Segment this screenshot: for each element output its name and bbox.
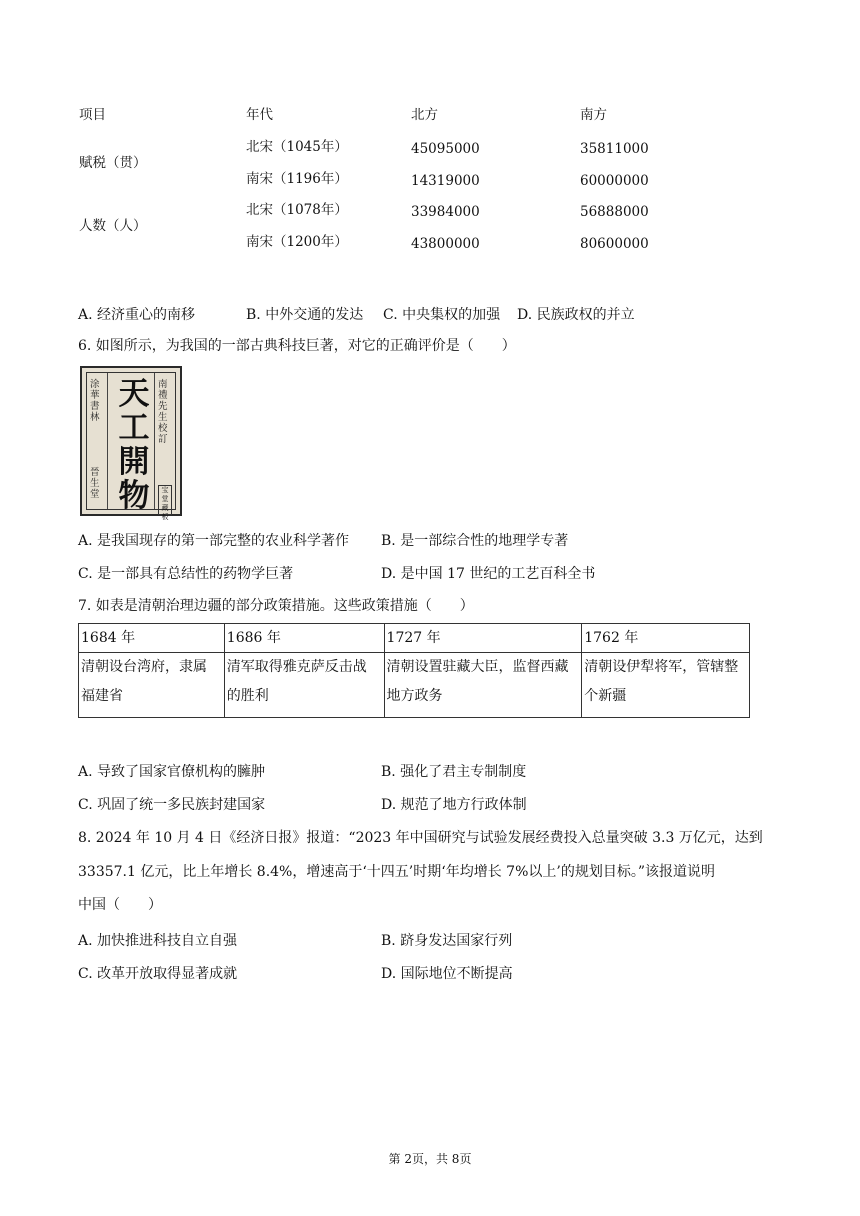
book-cover-image [80, 366, 182, 521]
q7-option-c: C. 巩固了统一多民族封建国家 [78, 797, 266, 813]
table-row-north: 43800000 [411, 236, 480, 252]
table-row-south: 80600000 [580, 236, 649, 252]
q7-option-a: A. 导致了国家官僚机构的臃肿 [78, 764, 266, 780]
q7-stem: 7. 如表是清朝治理边疆的部分政策措施。这些政策措施（ ） [78, 598, 474, 614]
q8-option-d: D. 国际地位不断提高 [381, 966, 513, 982]
q5-option-a: A. 经济重心的南移 [78, 307, 196, 323]
book-left-text-top: 涂華書林 [90, 379, 100, 423]
table-row-north: 14319000 [411, 173, 480, 189]
table-row-era: 北宋（1078年） [246, 202, 348, 218]
q7-option-b: B. 强化了君主专制制度 [381, 764, 527, 780]
q8-stem-line-2: 33357.1 亿元，比上年增长 8.4%，增速高于‘十四五’时期‘年均增长 7%以上’的规划目标。”该报道说明 [78, 864, 715, 880]
table-row-north: 33984000 [411, 204, 480, 220]
tax-header-south: 南方 [580, 107, 607, 123]
policy-table [78, 623, 750, 718]
q8-option-c: C. 改革开放取得显著成就 [78, 966, 238, 982]
q6-option-a: A. 是我国现存的第一部完整的农业科学著作 [78, 533, 350, 549]
q6-option-c: C. 是一部具有总结性的药物学巨著 [78, 566, 294, 582]
q6-option-d: D. 是中国 17 世纪的工艺百科全书 [381, 566, 596, 582]
table-row-era: 南宋（1196年） [246, 171, 348, 187]
policy-year: 1762 年 [582, 624, 750, 653]
policy-event: 清朝设伊犁将军，管辖整 个新疆 [582, 653, 750, 718]
population-group-label: 人数（人） [79, 218, 147, 234]
table-row-south: 35811000 [580, 141, 649, 157]
table-row-era: 北宋（1045年） [246, 139, 348, 155]
table-row-era: 南宋（1200年） [246, 234, 348, 250]
tax-group-label: 赋税（贯） [79, 155, 147, 171]
book-title: 天工開物 [118, 376, 150, 514]
q8-stem-line-3: 中国（ ） [78, 897, 162, 913]
policy-event: 清朝设置驻藏大臣，监督西藏 地方政务 [384, 653, 582, 718]
book-left-text-bottom: 晉生堂 [90, 467, 100, 500]
policy-year: 1727 年 [384, 624, 582, 653]
q8-option-b: B. 跻身发达国家行列 [381, 933, 513, 949]
book-right-text: 南禮先生校訂 [158, 379, 168, 445]
q6-stem: 6. 如图所示，为我国的一部古典科技巨著，对它的正确评价是（ ） [78, 338, 516, 354]
q7-option-d: D. 规范了地方行政体制 [381, 797, 527, 813]
policy-year: 1684 年 [79, 624, 225, 653]
policy-event: 清军取得雅克萨反击战 的胜利 [224, 653, 384, 718]
tax-header-era: 年代 [246, 107, 273, 123]
policy-event: 清朝设台湾府，隶属 福建省 [79, 653, 225, 718]
q8-stem-line-1: 8. 2024 年 10 月 4 日《经济日报》报道：“2023 年中国研究与试验发展经费投入总量突破 3.3 万亿元，达到 [78, 830, 763, 846]
page-footer: 第 2页，共 8页 [388, 1152, 472, 1166]
q8-option-a: A. 加快推进科技自立自强 [78, 933, 238, 949]
table-row-north: 45095000 [411, 141, 480, 157]
table-row-south: 56888000 [580, 204, 649, 220]
q5-option-c: C. 中央集权的加强 [383, 307, 501, 323]
tax-header-item: 项目 [79, 107, 106, 123]
policy-year: 1686 年 [224, 624, 384, 653]
q5-option-b: B. 中外交通的发达 [246, 307, 364, 323]
tax-header-north: 北方 [411, 107, 438, 123]
q5-option-d: D. 民族政权的并立 [517, 307, 635, 323]
table-row-south: 60000000 [580, 173, 649, 189]
book-stamp: 宝堂藏板 [158, 485, 172, 515]
q6-option-b: B. 是一部综合性的地理学专著 [381, 533, 569, 549]
